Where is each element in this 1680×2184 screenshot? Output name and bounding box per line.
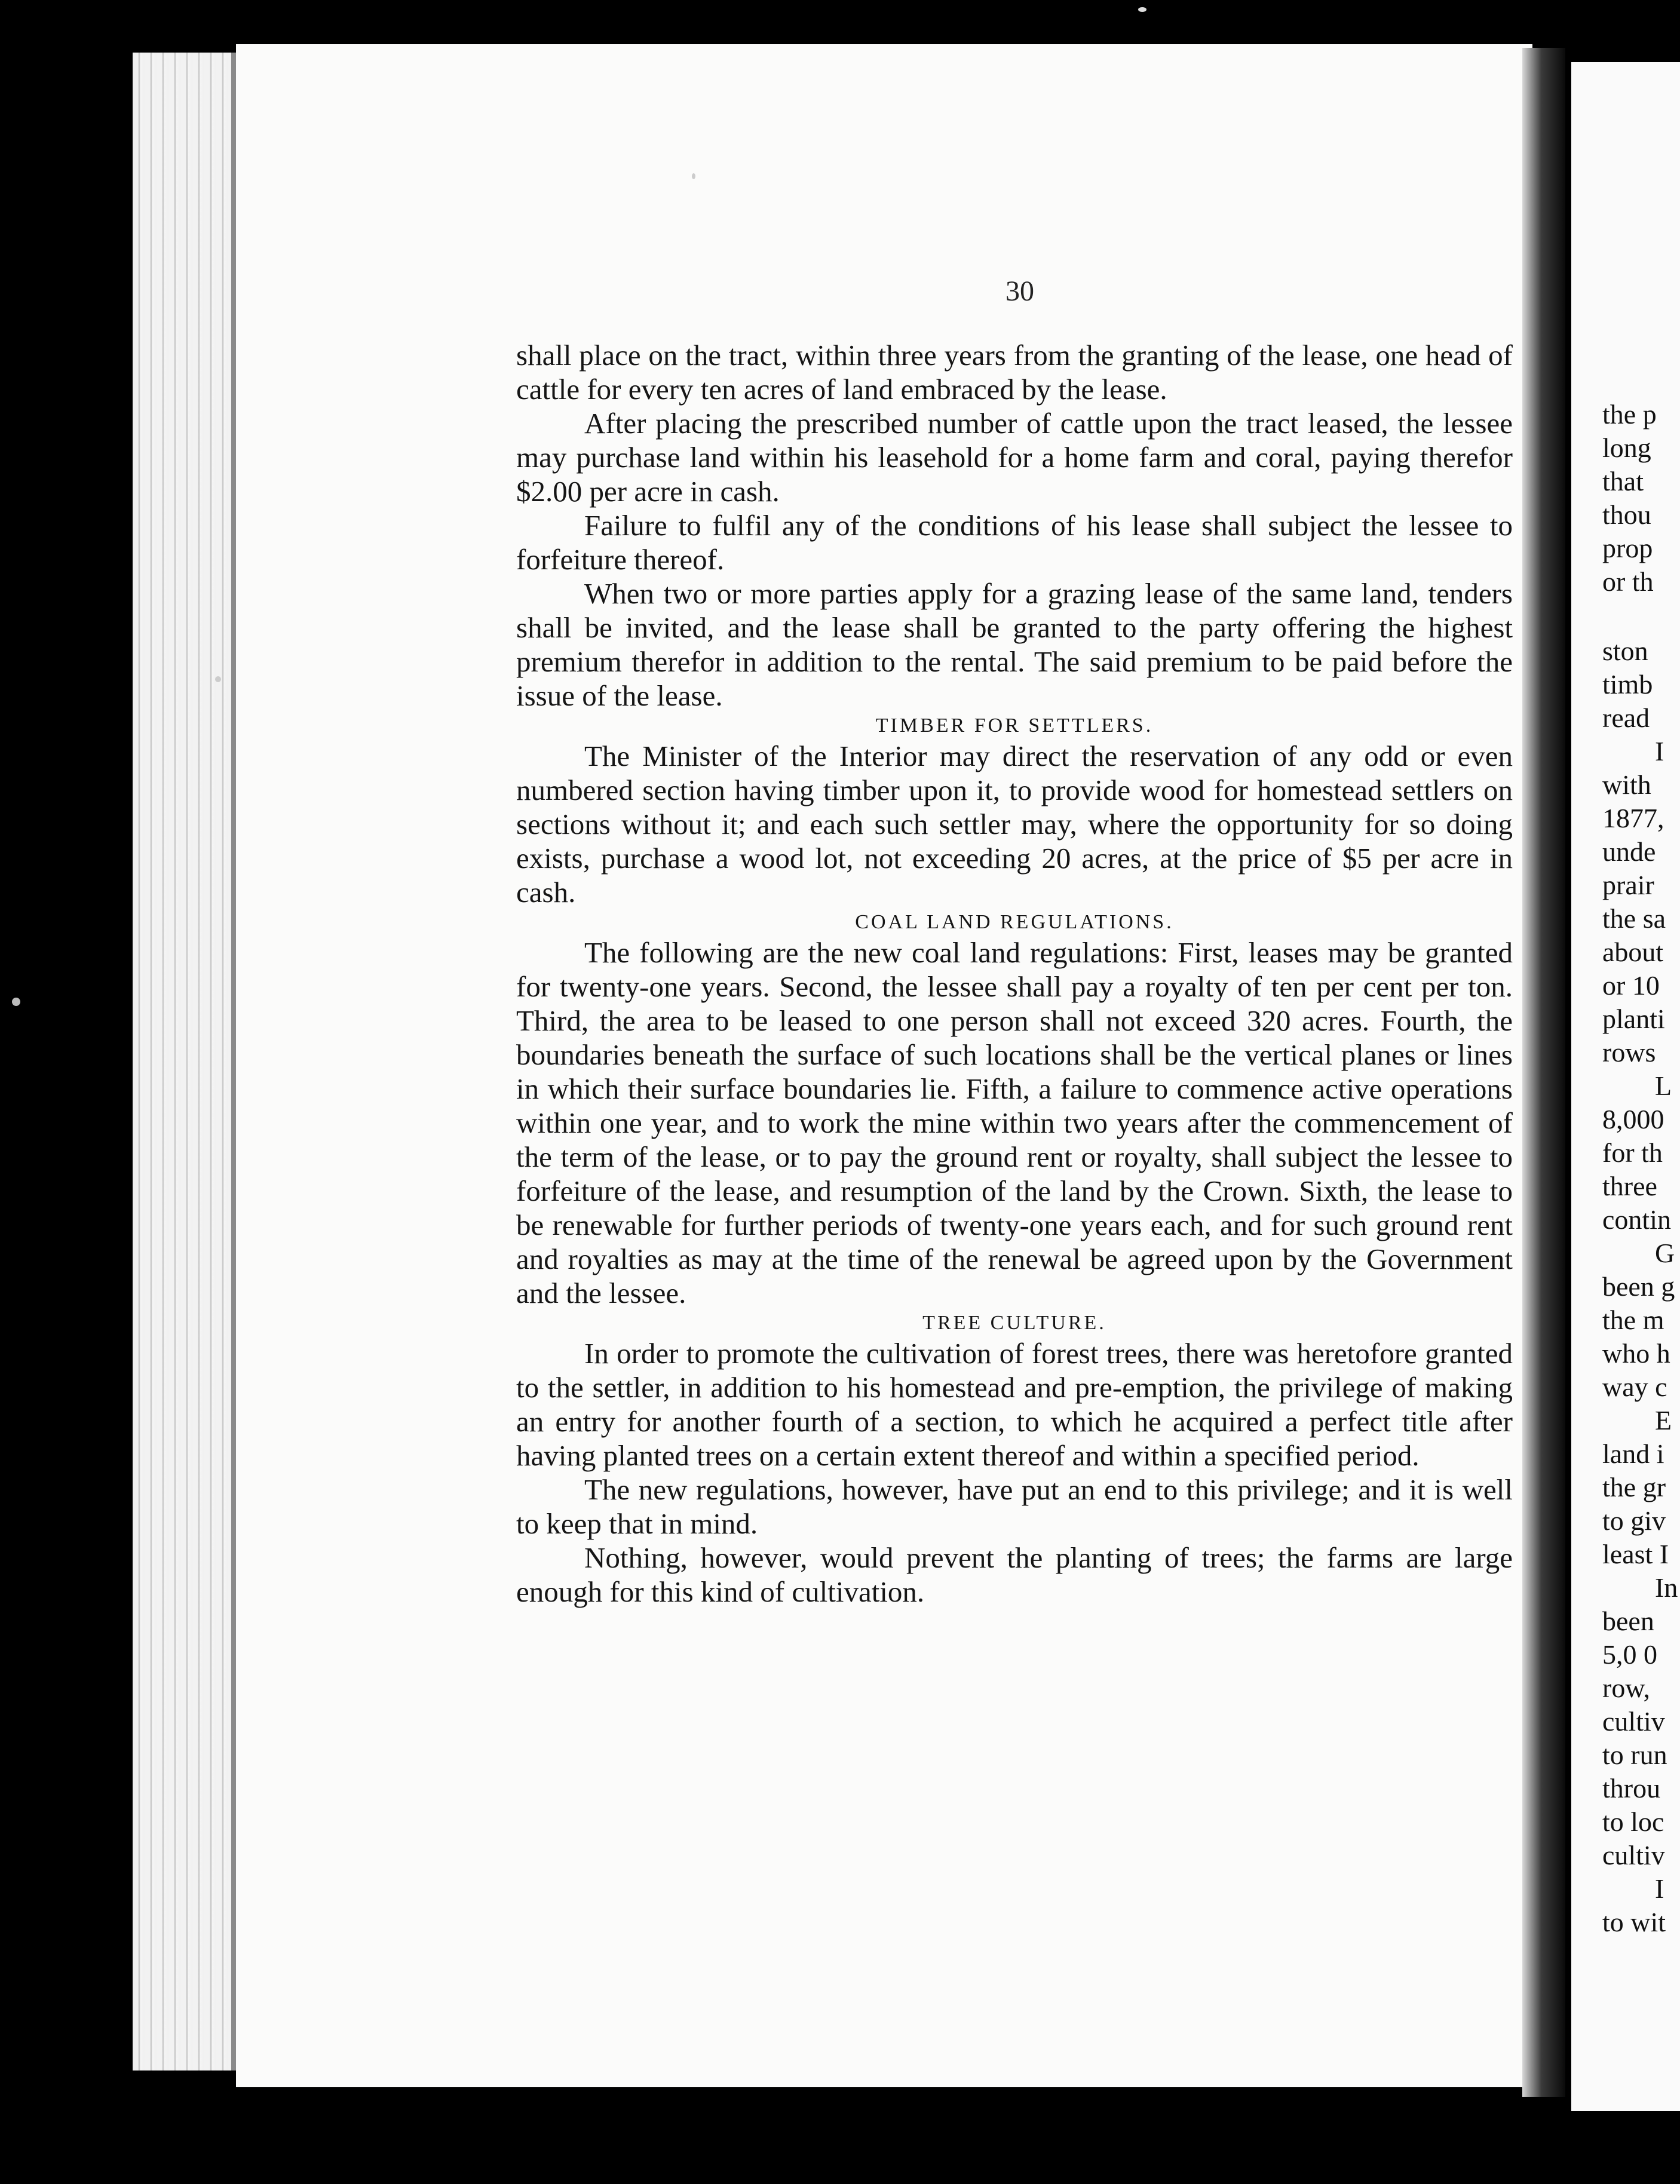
body-paragraph: In order to promote the cultivation of forest trees, there was heretofore granted to the settler, in addition to his homestead and pre-emption, the privilege of making an entry for another fourth of a section, to which he acquired a perfect title after having planted trees on a certain extent thereof and within a specified period. <box>516 1337 1513 1472</box>
adjacent-page-fragment <box>1571 62 1680 2111</box>
adjacent-page-line: the m <box>1602 1305 1664 1335</box>
adjacent-page-line: about <box>1602 937 1664 967</box>
adjacent-page-line: with <box>1602 769 1651 800</box>
body-paragraph: The new regulations, however, have put an end to this privilege; and it is well to keep that in mind. <box>516 1473 1513 1540</box>
adjacent-page-line: L <box>1655 1070 1672 1101</box>
scan-speck <box>215 676 221 682</box>
body-paragraph: Failure to fulfil any of the conditions of his lease shall subject the lessee to forfeiture thereof. <box>516 509 1513 576</box>
adjacent-page-line: the gr <box>1602 1472 1666 1502</box>
book-gutter-shadow <box>1522 48 1565 2097</box>
scan-speck <box>12 998 20 1006</box>
adjacent-page-line: way c <box>1602 1372 1667 1402</box>
adjacent-page-line: contin <box>1602 1204 1671 1235</box>
adjacent-page-line: for th <box>1602 1137 1663 1168</box>
section-heading: TIMBER FOR SETTLERS. <box>875 714 1154 737</box>
body-paragraph: shall place on the tract, within three years from the granting of the lease, one head of cattle for every ten acres of land embraced by the lease. <box>516 339 1513 406</box>
adjacent-page-line: that <box>1602 466 1644 496</box>
section-heading: TREE CULTURE. <box>922 1312 1106 1334</box>
adjacent-page-line: been <box>1602 1606 1654 1636</box>
scan-speck <box>1138 7 1146 12</box>
adjacent-page-line: 5,0 0 <box>1602 1639 1657 1670</box>
adjacent-page-line: cultiv <box>1602 1706 1665 1737</box>
adjacent-page-line: prop <box>1602 533 1653 563</box>
adjacent-page-line: In <box>1655 1572 1678 1603</box>
body-paragraph: Nothing, however, would prevent the planting of trees; the farms are large enough for this kind of cultivation. <box>516 1541 1513 1608</box>
body-paragraph: After placing the prescribed number of cattle upon the tract leased, the lessee may purchase land within his leasehold for a home farm and coral, paying therefor $2.00 per acre in cash. <box>516 407 1513 508</box>
page-number: 30 <box>1005 275 1034 307</box>
body-paragraph: The Minister of the Interior may direct the reservation of any odd or even numbered section having timber upon it, to provide wood for homestead settlers on sections without it; and each such settler may, where the opportunity for so doing exists, purchase a wood lot, not exceeding 20 acres, at the price of $5 per acre in cash. <box>516 740 1513 909</box>
adjacent-page-line: prair <box>1602 870 1654 900</box>
adjacent-page-line: unde <box>1602 836 1656 867</box>
adjacent-page-line: throu <box>1602 1773 1661 1803</box>
scan-speck <box>692 173 695 179</box>
adjacent-page-line: planti <box>1602 1004 1665 1034</box>
adjacent-page-line: the p <box>1602 399 1657 430</box>
adjacent-page-line: ston <box>1602 636 1648 666</box>
adjacent-page-line: G <box>1655 1238 1675 1268</box>
adjacent-page-line: I <box>1655 736 1664 766</box>
section-heading: COAL LAND REGULATIONS. <box>855 911 1174 933</box>
adjacent-page-line: thou <box>1602 499 1651 530</box>
adjacent-page-line: the sa <box>1602 903 1666 934</box>
adjacent-page-line: to wit <box>1602 1907 1666 1937</box>
adjacent-page-line: 1877, <box>1602 803 1664 833</box>
adjacent-page-line: who h <box>1602 1338 1670 1369</box>
body-paragraph: When two or more parties apply for a grazing lease of the same land, tenders shall be invited, and the lease shall be granted to the party offering the highest premium therefor in addition to the rental. The said premium to be paid before the issue of the lease. <box>516 577 1513 712</box>
adjacent-page-line: E <box>1655 1405 1672 1435</box>
adjacent-page-line: long <box>1602 432 1651 463</box>
adjacent-page-line: to giv <box>1602 1505 1666 1536</box>
page-body-text <box>516 338 1513 1609</box>
adjacent-page-line: land i <box>1602 1438 1664 1469</box>
adjacent-page-line: least I <box>1602 1539 1669 1569</box>
adjacent-page-line: been g <box>1602 1271 1675 1302</box>
adjacent-page-line: 8,000 <box>1602 1104 1664 1134</box>
adjacent-page-line: three <box>1602 1171 1657 1201</box>
adjacent-page-line: read <box>1602 703 1650 733</box>
adjacent-page-line: row, <box>1602 1673 1651 1703</box>
body-paragraph: The following are the new coal land regulations: First, leases may be granted for twenty-one years. Second, the lessee shall pay a royalty of ten per cent per ton. Third, the area to be leased to one person shall not exceed 320 acres. Fourth, the boundaries beneath the surface of such locations shall be the vertical planes or lines in which their surface boundaries lie. Fifth, a failure to commence active operations within one year, and to work the mine within two years after the commencement of the term of the lease, or to pay the ground rent or royalty, shall subject the lessee to forfeiture of the lease, and resumption of the land by the Crown. Sixth, the lease to be renewable for further periods of twenty-one years each, and for such ground rent and royalties as may at the time of the renewal be agreed upon by the Government and the lessee. <box>516 936 1513 1309</box>
adjacent-page-line: or th <box>1602 566 1654 597</box>
adjacent-page-line: to loc <box>1602 1806 1664 1837</box>
adjacent-page-line: cultiv <box>1602 1840 1665 1870</box>
adjacent-page-line: I <box>1655 1873 1664 1904</box>
adjacent-page-line: timb <box>1602 669 1653 700</box>
adjacent-page-line: or 10 <box>1602 970 1660 1001</box>
adjacent-page-line: rows <box>1602 1037 1656 1068</box>
adjacent-page-line: to run <box>1602 1740 1667 1770</box>
book-page-edges <box>133 53 237 2070</box>
